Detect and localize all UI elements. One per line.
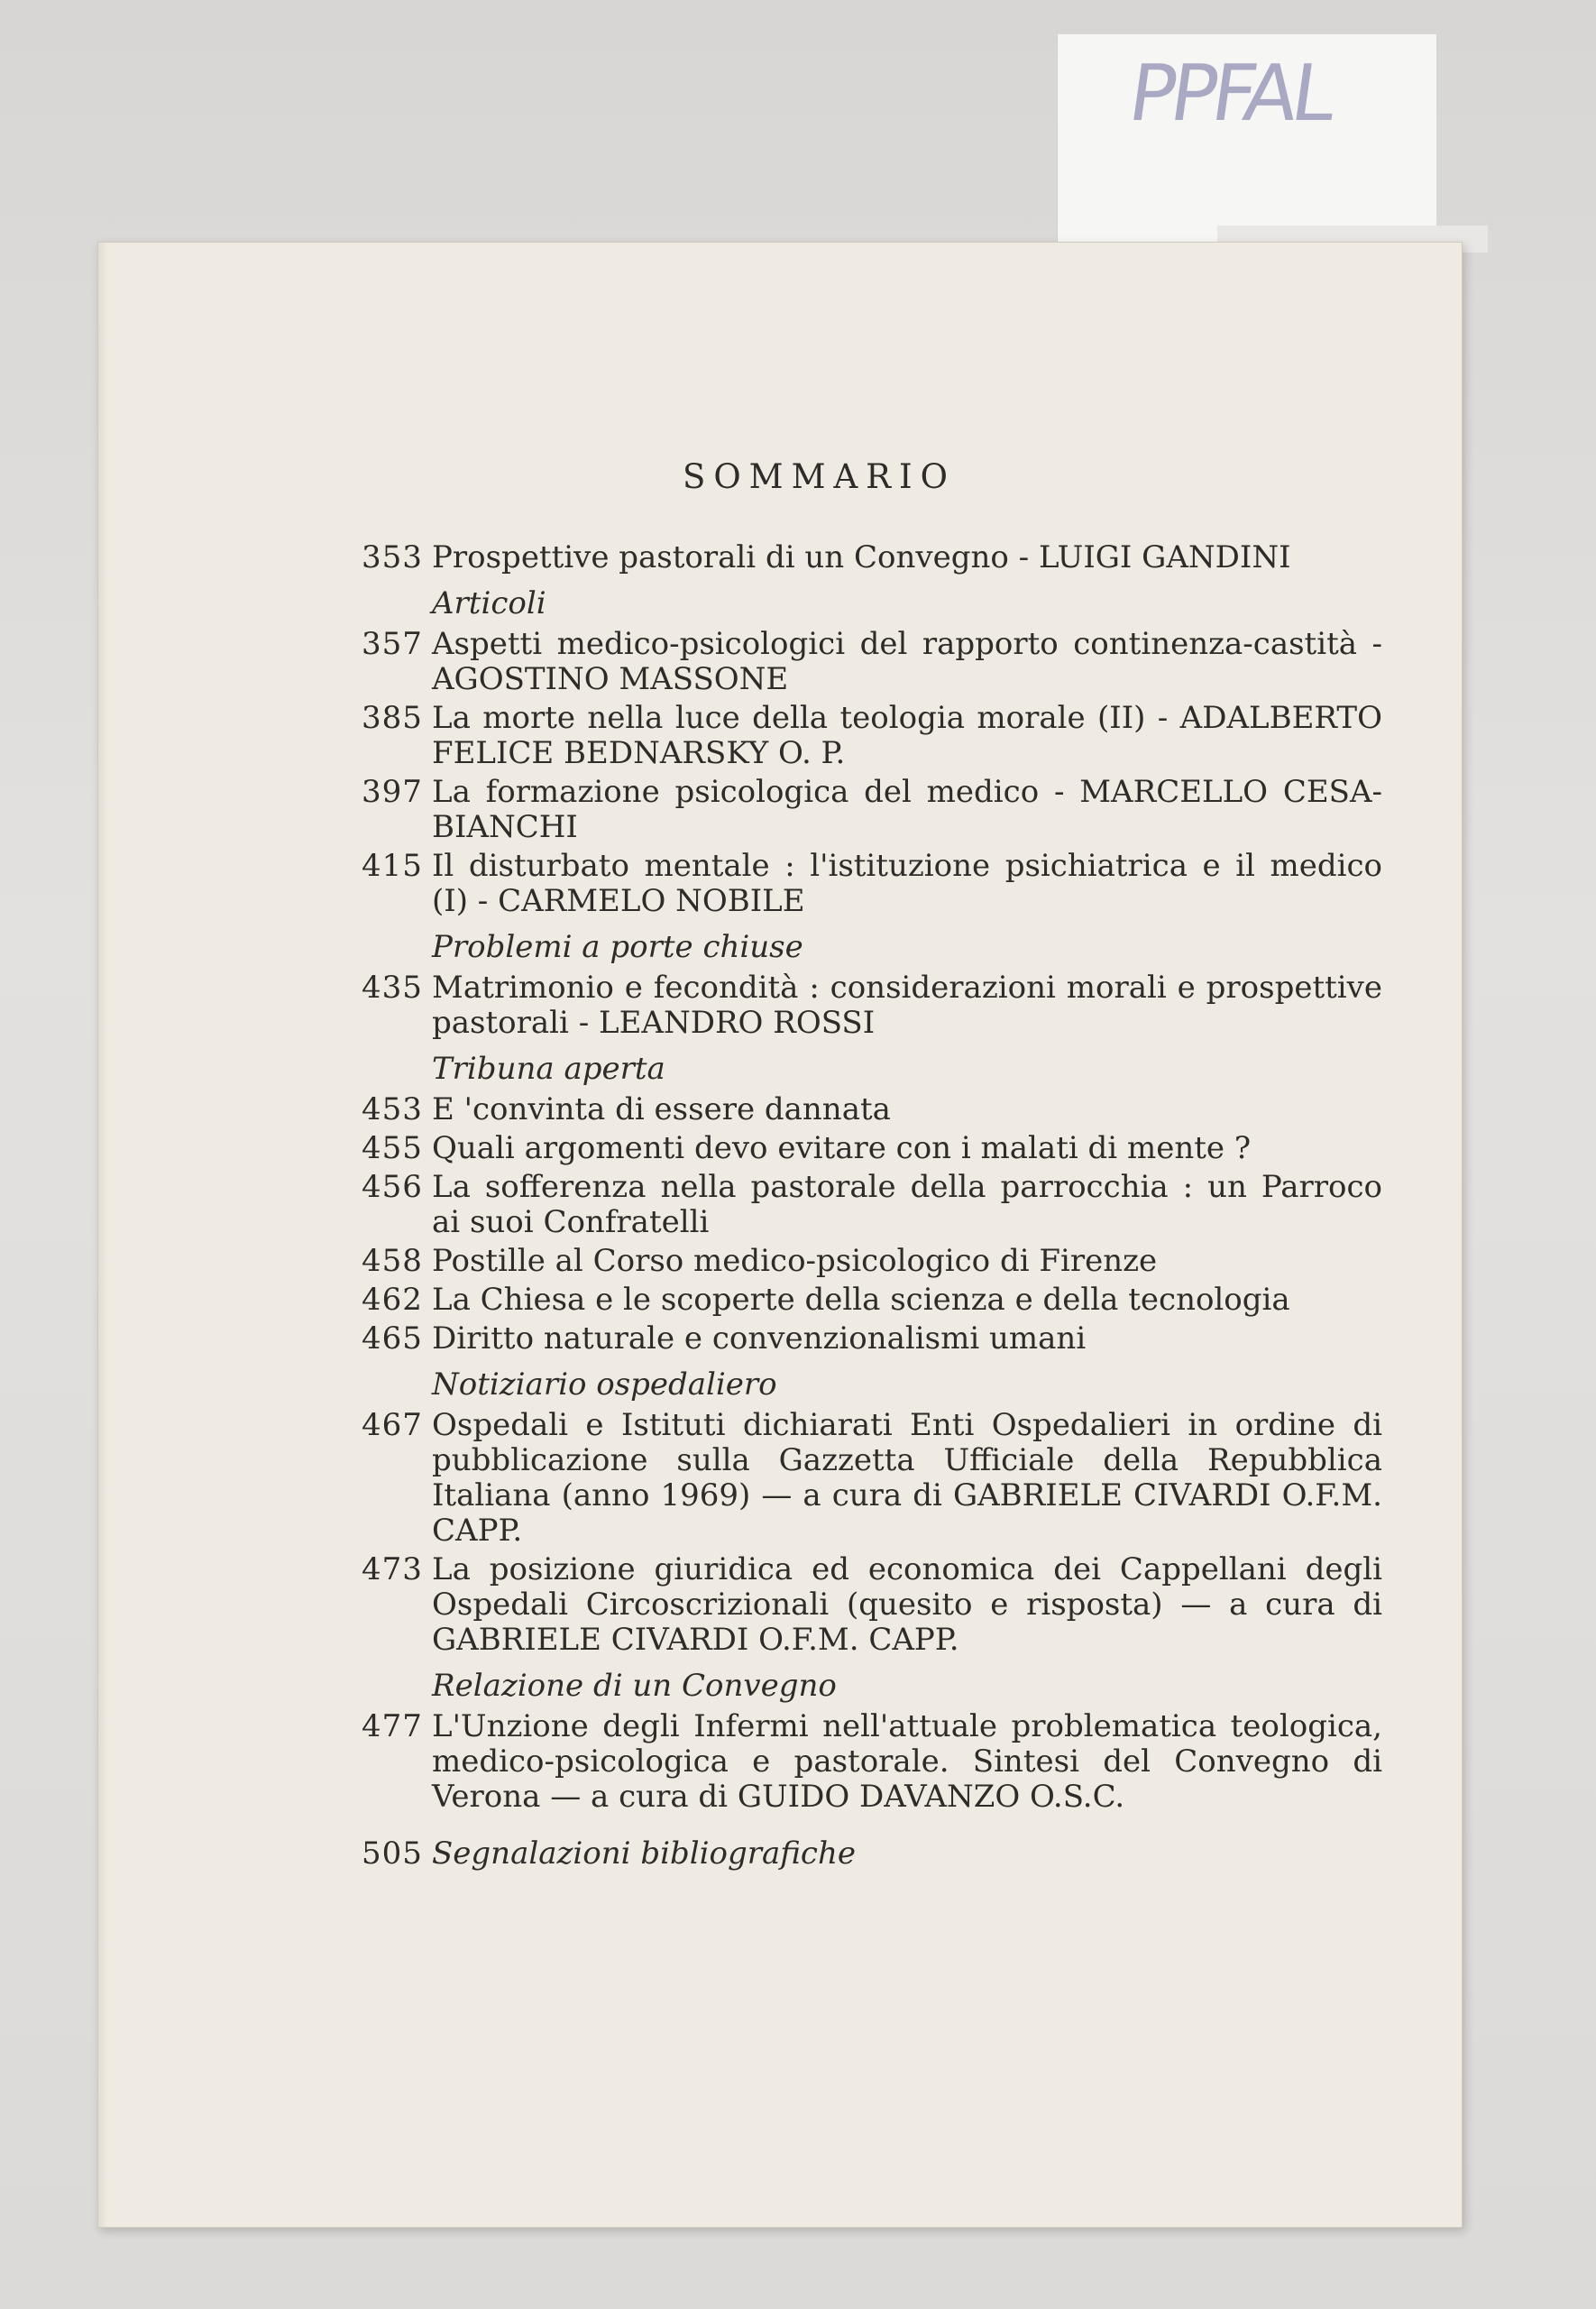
section-heading-notiziario: Notiziario ospedaliero: [432, 1366, 777, 1403]
toc-page-number: 505: [362, 1835, 423, 1872]
price-sticker: [1057, 34, 1436, 251]
toc-entry: [362, 627, 1382, 697]
toc-page-number: 467: [362, 1407, 423, 1443]
toc-entry: [362, 540, 1382, 575]
cover-edge: [98, 243, 107, 2227]
toc-entry: [362, 1321, 1382, 1357]
toc-entry-text: La posizione giuridica ed economica dei Cappellani degli Ospedali Circoscrizionali (quesito e risposta) — a cura di GABRIELE CIVARDI O.F.M. CAPP.: [432, 1551, 1382, 1658]
section-heading-problemi: Problemi a porte chiuse: [432, 929, 803, 965]
toc-entry: [362, 1283, 1382, 1318]
toc-entry: [362, 971, 1382, 1041]
toc-entry: [362, 1709, 1382, 1815]
toc-page-number: 453: [362, 1091, 423, 1127]
handwritten-code: PPFAL: [1123, 49, 1337, 139]
toc-page-number: 353: [362, 539, 423, 575]
toc-entry-final: [362, 1836, 1382, 1872]
section-heading-relazione: Relazione di un Convegno: [432, 1668, 837, 1704]
toc-page-number: 465: [362, 1320, 423, 1357]
toc-page-number: 397: [362, 774, 423, 810]
toc-entry-text: La Chiesa e le scoperte della scienza e della tecnologia: [432, 1282, 1290, 1318]
toc-entry-text: Matrimonio e fecondità : considerazioni morali e prospettive pastorali - LEANDRO ROSSI: [432, 970, 1382, 1041]
toc-entry-text: Segnalazioni bibliografiche: [432, 1835, 856, 1872]
toc-page-number: 415: [362, 848, 423, 884]
toc-entry-text: Prospettive pastorali di un Convegno - LUIGI GANDINI: [432, 539, 1291, 575]
table-of-contents: [362, 540, 1382, 1875]
toc-entry-text: Ospedali e Istituti dichiarati Enti Ospedalieri in ordine di pubblicazione sulla Gazzetta Ufficiale della Repubblica Italiana (anno 1969) — a cura di GABRIELE CIVARDI O.F.M. CAPP.: [432, 1407, 1382, 1549]
toc-entry-text: La formazione psicologica del medico - MARCELLO CESA-BIANCHI: [432, 774, 1382, 845]
toc-entry: [362, 701, 1382, 771]
toc-entry: [362, 1170, 1382, 1240]
section-heading-tribuna: Tribuna aperta: [432, 1051, 665, 1087]
toc-entry-text: La morte nella luce della teologia morale (II) - ADALBERTO FELICE BEDNARSKY O. P.: [432, 700, 1382, 771]
toc-entry-text: Postille al Corso medico-psicologico di Firenze: [432, 1243, 1158, 1279]
toc-page-number: 462: [362, 1282, 423, 1318]
toc-entry-text: Quali argomenti devo evitare con i malati di mente ?: [432, 1130, 1252, 1166]
toc-page-number: 455: [362, 1130, 423, 1166]
toc-entry: [362, 1092, 1382, 1127]
toc-entry: [362, 1408, 1382, 1549]
toc-entry: [362, 849, 1382, 919]
toc-entry-text: Il disturbato mentale : l'istituzione psichiatrica e il medico (I) - CARMELO NOBILE: [432, 848, 1382, 919]
toc-entry-text: L'Unzione degli Infermi nell'attuale problematica teologica, medico-psicologica e pastorale. Sintesi del Convegno di Verona — a cura di GUIDO DAVANZO O.S.C.: [432, 1708, 1382, 1815]
section-heading-articoli: Articoli: [432, 585, 546, 621]
toc-entry: [362, 1244, 1382, 1279]
toc-page-number: 385: [362, 700, 423, 736]
toc-entry-text: Aspetti medico-psicologici del rapporto continenza-castità - AGOSTINO MASSONE: [432, 626, 1382, 697]
booklet-back-cover: [97, 242, 1463, 2228]
toc-page-number: 477: [362, 1708, 423, 1744]
toc-entry-text: E 'convinta di essere dannata: [432, 1091, 891, 1127]
toc-entry: [362, 775, 1382, 845]
toc-page-number: 435: [362, 970, 423, 1006]
toc-entry: [362, 1131, 1382, 1166]
toc-page-number: 473: [362, 1551, 423, 1587]
page-title: SOMMARIO: [683, 457, 956, 496]
toc-entry: [362, 1552, 1382, 1658]
toc-page-number: 357: [362, 626, 423, 662]
toc-entry-text: La sofferenza nella pastorale della parrocchia : un Parroco ai suoi Confratelli: [432, 1169, 1382, 1240]
toc-page-number: 456: [362, 1169, 423, 1205]
toc-entry-text: Diritto naturale e convenzionalismi umani: [432, 1320, 1087, 1357]
toc-page-number: 458: [362, 1243, 423, 1279]
